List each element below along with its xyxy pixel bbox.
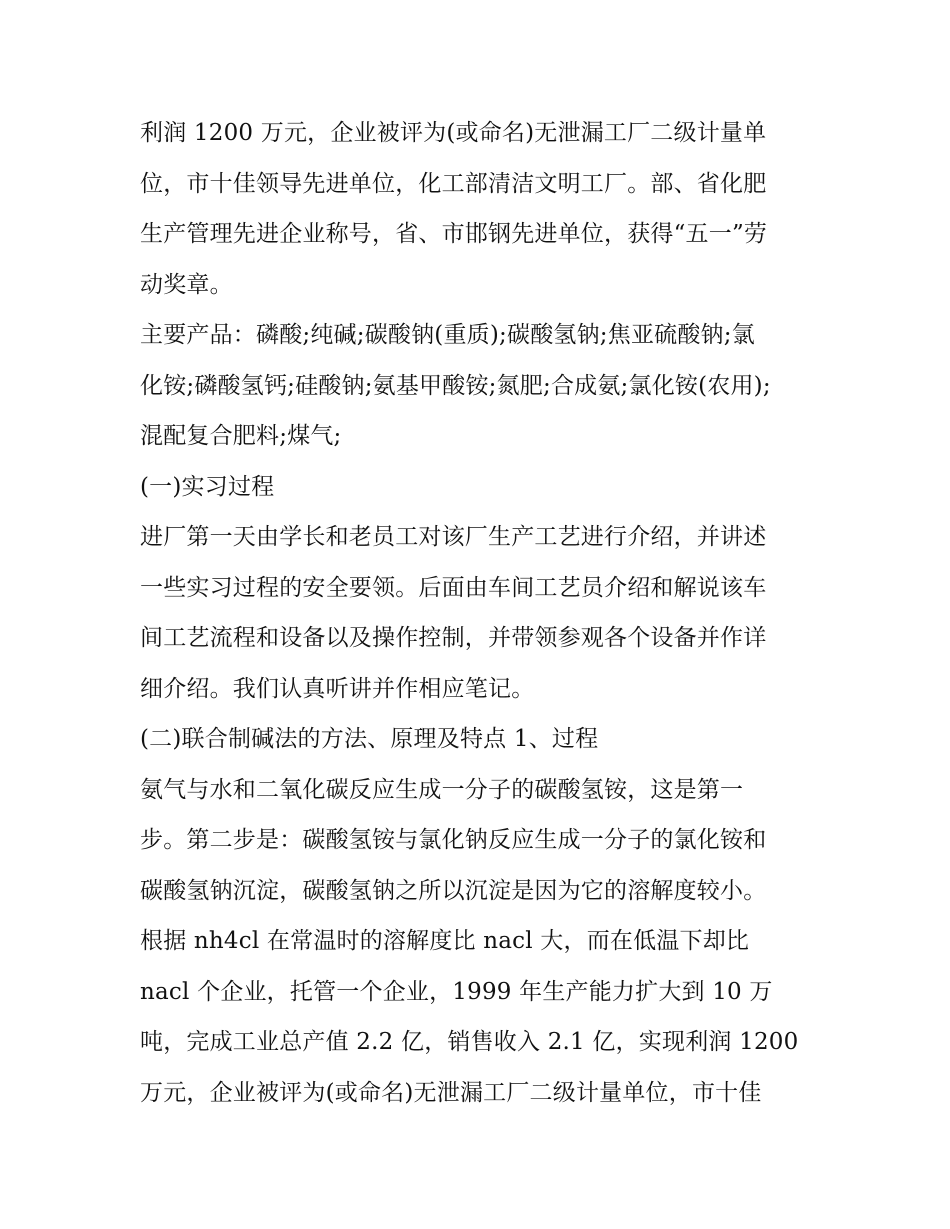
text-line: 根据 nh4cl 在常温时的溶解度比 nacl 大，而在低温下却比 xyxy=(140,928,750,954)
text-line: 位，市十佳领导先进单位，化工部清洁文明工厂。部、省化肥 xyxy=(140,170,767,197)
section-heading: (一)实习过程 xyxy=(140,473,275,500)
text-line: 万元，企业被评为(或命名)无泄漏工厂二级计量单位，市十佳 xyxy=(140,1079,762,1106)
text-line: 动奖章。 xyxy=(140,271,233,298)
text-line: 生产管理先进企业称号，省、市邯钢先进单位，获得“五一”劳 xyxy=(140,221,768,247)
text-line: 化铵;磷酸氢钙;硅酸钠;氨基甲酸铵;氮肥;合成氨;氯化铵(农用); xyxy=(140,372,771,399)
text-line: nacl 个企业，托管一个企业，1999 年生产能力扩大到 10 万 xyxy=(140,978,773,1005)
text-line: 间工艺流程和设备以及操作控制，并带领参观各个设备并作详 xyxy=(140,625,767,651)
text-line: 吨，完成工业总产值 2.2 亿，销售收入 2.1 亿，实现利润 1200 xyxy=(140,1029,799,1055)
text-line: 混配复合肥料;煤气; xyxy=(140,423,342,449)
text-line: 一些实习过程的安全要领。后面由车间工艺员介绍和解说该车 xyxy=(140,574,767,601)
text-line: 进厂第一天由学长和老员工对该厂生产工艺进行介绍，并讲述 xyxy=(140,524,767,550)
text-line: 氨气与水和二氧化碳反应生成一分子的碳酸氢铵，这是第一 xyxy=(140,776,744,803)
body-text xyxy=(140,108,830,1118)
text-line: 碳酸氢钠沉淀，碳酸氢钠之所以沉淀是因为它的溶解度较小。 xyxy=(140,877,767,904)
text-line: 细介绍。我们认真听讲并作相应笔记。 xyxy=(140,675,535,702)
section-heading: (二)联合制碱法的方法、原理及特点 1、过程 xyxy=(140,726,599,752)
text-line: 主要产品：磷酸;纯碱;碳酸钠(重质);碳酸氢钠;焦亚硫酸钠;氯 xyxy=(140,322,755,348)
text-line: 步。第二步是：碳酸氢铵与氯化钠反应生成一分子的氯化铵和 xyxy=(140,827,767,853)
text-line: 利润 1200 万元，企业被评为(或命名)无泄漏工厂二级计量单 xyxy=(140,120,767,146)
